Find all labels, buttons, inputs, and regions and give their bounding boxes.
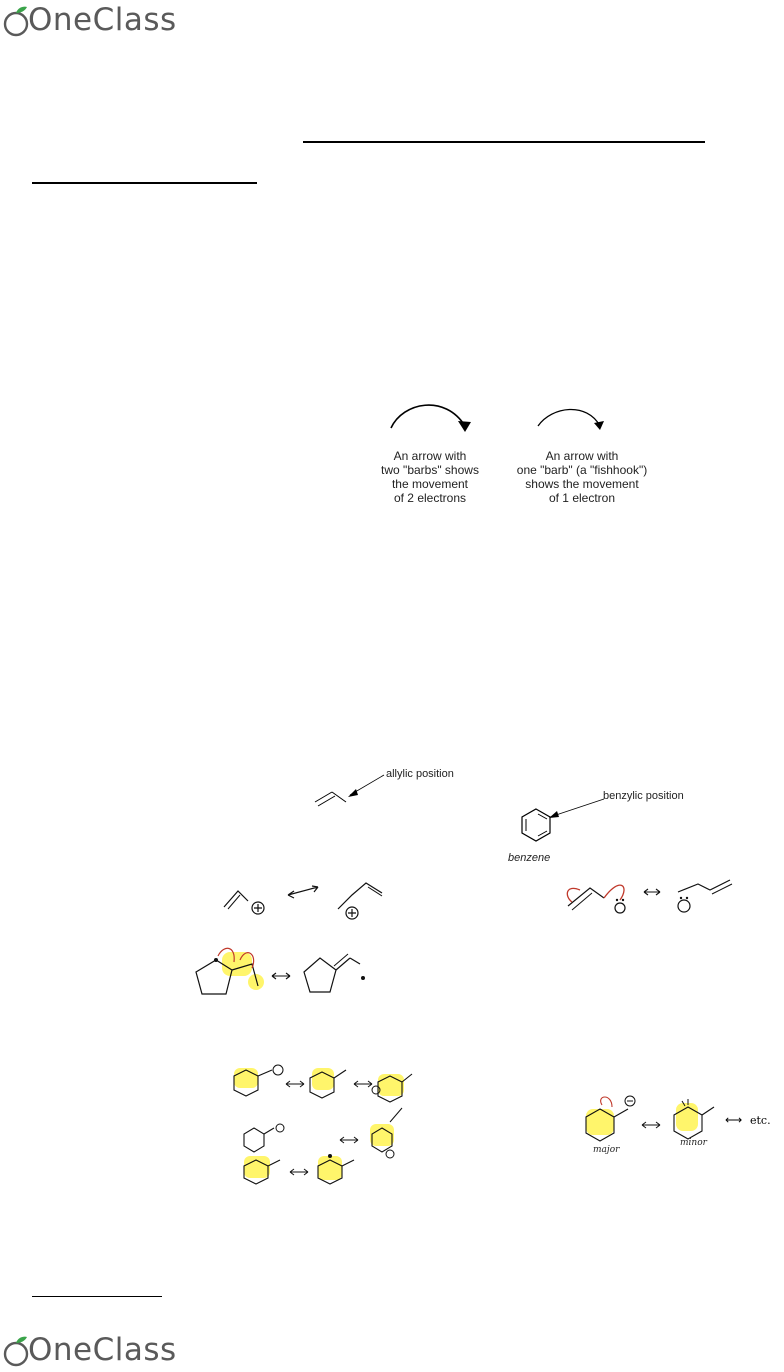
brand-logo-top — [2, 2, 177, 38]
benzene-label: benzene — [508, 852, 551, 864]
allyl-structure-diagram — [310, 765, 390, 810]
brand-name: OneClass — [28, 1332, 177, 1368]
title-underline-2 — [32, 182, 257, 184]
benzene-structure-diagram — [516, 795, 616, 855]
benzylic-label: benzylic position — [603, 790, 684, 802]
double-barb-arrow-icon — [385, 398, 475, 440]
minor-label: minor — [680, 1138, 707, 1148]
allyl-anion-resonance-diagram — [560, 866, 740, 921]
double-barb-caption: An arrow with two "barbs" shows the movement of 2 electrons — [381, 449, 479, 505]
allylic-label: allylic position — [386, 768, 454, 780]
major-label: major — [593, 1145, 620, 1155]
etc-label: etc. — [750, 1114, 771, 1127]
footnote-rule — [32, 1296, 162, 1297]
radical-resonance-diagram — [186, 940, 366, 1020]
allyl-cation-resonance-diagram — [218, 875, 398, 920]
title-underline-1 — [303, 141, 705, 143]
fishhook-caption: An arrow with one "barb" (a "fishhook") shows the movement of 1 electron — [516, 449, 648, 505]
benzyl-cation-resonance-diagram — [230, 1060, 430, 1185]
brand-name: OneClass — [28, 2, 177, 38]
fishhook-arrow-icon — [532, 404, 612, 438]
resonance-arrow-etc: ⟷ — [725, 1113, 743, 1127]
brand-logo-bottom — [2, 1332, 177, 1368]
